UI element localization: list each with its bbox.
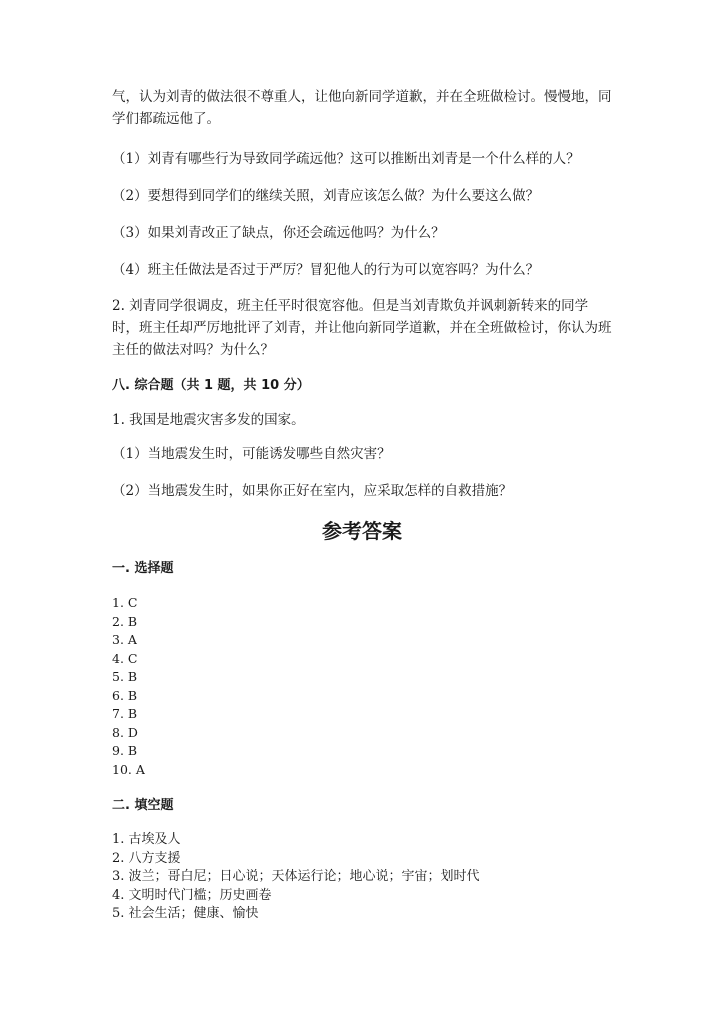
intro-continuation: 气，认为刘青的做法很不尊重人，让他向新同学道歉，并在全班做检讨。慢慢地，同学们都疏远他了。 [112, 89, 612, 127]
sub-question-3: （3）如果刘青改正了缺点，你还会疏远他吗？为什么？ [112, 225, 445, 241]
document-page [112, 86, 612, 924]
sub-question-4: （4）班主任做法是否过于严厉？冒犯他人的行为可以宽容吗？为什么？ [112, 262, 540, 278]
answer-blank-item: 3. 波兰；哥白尼；日心说；天体运行论；地心说；宇宙；划时代 [112, 869, 480, 884]
answer-blank-item: 2. 八方支援 [112, 850, 181, 866]
answer-blank-item: 4. 文明时代门槛；历史画卷 [112, 887, 272, 903]
answer-choice-item: 3. A [112, 632, 137, 647]
question-2: 2. 刘青同学很调皮，班主任平时很宽容他。但是当刘青欺负并讽刺新转来的同学时，班主任却严厉地批评了刘青，并让他向新同学道歉，并在全班做检讨，你认为班主任的做法对吗？为什么？ [112, 298, 612, 358]
answer-choice-item: 6. B [112, 687, 138, 703]
answer-blank-item: 5. 社会生活；健康、愉快 [112, 906, 259, 921]
answer-choice-item: 8. D [112, 724, 138, 740]
answer-choice-item: 1. C [112, 595, 138, 610]
answer-choice-item: 10. A [112, 761, 145, 777]
section-8-sub-question-2: （2）当地震发生时，如果你正好在室内，应采取怎样的自救措施？ [112, 483, 513, 499]
answers-choice-list [112, 594, 612, 779]
sub-question-1: （1）刘青有哪些行为导致同学疏远他？这可以推断出刘青是一个什么样的人？ [112, 151, 580, 167]
answer-blank-item: 1. 古埃及人 [112, 832, 181, 847]
answers-title: 参考答案 [322, 519, 402, 543]
answers-choice-heading: 一. 选择题 [112, 561, 174, 576]
section-8-question: 1. 我国是地震灾害多发的国家。 [112, 412, 305, 428]
answer-choice-item: 9. B [112, 743, 138, 758]
answer-choice-item: 5. B [112, 669, 138, 684]
answer-choice-item: 2. B [112, 613, 138, 629]
section-8-sub-question-1: （1）当地震发生时，可能诱发哪些自然灾害？ [112, 446, 391, 462]
sub-question-2: （2）要想得到同学们的继续关照，刘青应该怎么做？为什么要这么做？ [112, 188, 540, 204]
answers-blank-list [112, 831, 612, 924]
section-8-heading: 八. 综合题（共 1 题，共 10 分） [112, 378, 310, 393]
answer-choice-item: 7. B [112, 706, 138, 721]
answers-blank-heading: 二. 填空题 [112, 798, 174, 813]
answer-choice-item: 4. C [112, 650, 138, 666]
